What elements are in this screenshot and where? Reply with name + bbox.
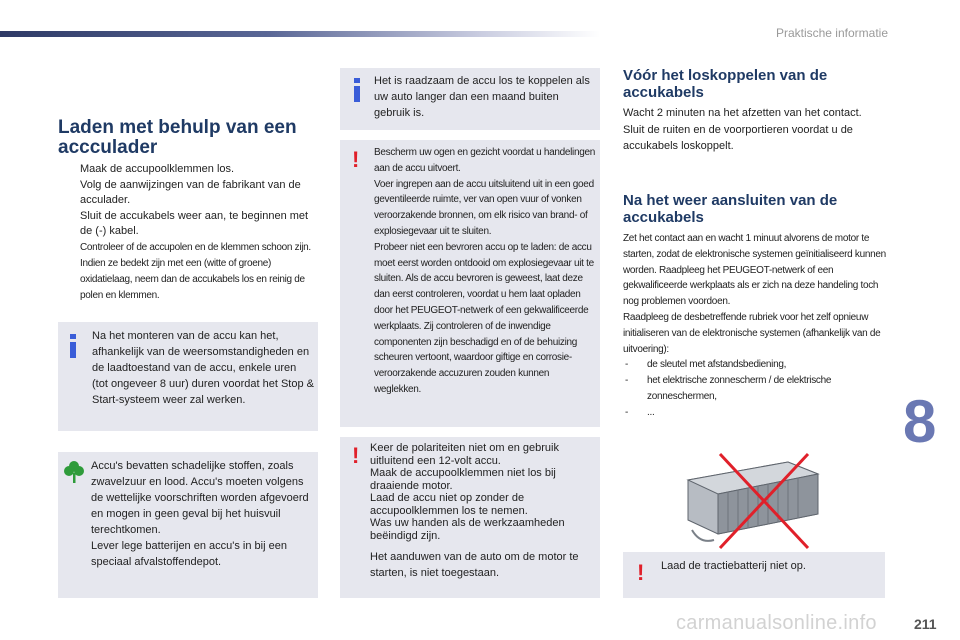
info-icon bbox=[70, 334, 76, 358]
step-item: Sluit de accukabels weer aan, te beginnen met de (-) kabel. bbox=[80, 209, 309, 237]
warning-box-text: Laad de tractiebatterij niet op. bbox=[661, 560, 806, 572]
warning-box-text: Keer de polariteiten niet om en gebruik uitluitend een 12-volt accu. Maak de accupoolklemmen niet los bij draaiende motor. Laad de accu niet op zonder de accupoolklemmen los te nemen. Was uw handen als de werkzaamheden beëindigd zijn. Het aanduwen van de auto om de motor te starten, is niet toegestaan. bbox=[370, 442, 579, 579]
warning-box-traction bbox=[623, 552, 885, 598]
section-title: Praktische informatie bbox=[775, 26, 888, 40]
eco-box-disposal bbox=[58, 452, 318, 598]
section-heading-reconnect: Na het weer aansluiten van de accukabels bbox=[623, 192, 838, 226]
recycle-tree-icon bbox=[64, 459, 84, 485]
watermark: carmanualsonline.info bbox=[676, 612, 877, 634]
warning-box-text: Bescherm uw ogen en gezicht voordat u handelingen aan de accu uitvoert. Voer ingrepen aan de accu uitsluitend uit in een goed geventileerde ruimte, ver van open vuur of vonken veroorzakende bronnen, om elk risico van brand- of explosiegevaar uit te sluiten. Probeer niet een bevroren accu op te laden: de accu moet eerst worden ontdooid om explosiegevaar uit te sluiten. Als de accu bevroren is geweest, laat deze dan eerst controleren, voordat u hem laat opladen door het PEUGEOT-netwerk of een gekwalificeerde werkplaats. Zij controleren of de inwendige componenten zijn beschadigd en of de behuizing scheuren vertoont, waardoor giftige en corrosie-veroorzakende accuzuren zouden kunnen weglekken. bbox=[374, 147, 596, 395]
page-number: 211 bbox=[914, 616, 937, 632]
warning-icon: ! bbox=[352, 147, 360, 172]
disconnect-instructions: Wacht 2 minuten na het afzetten van het contact. Sluit de ruiten en de voorportieren voordat u de accukabels loskoppelt. bbox=[623, 107, 862, 152]
reinit-list bbox=[623, 357, 888, 421]
charging-steps bbox=[58, 162, 320, 304]
eco-box-text: Accu's bevatten schadelijke stoffen, zoals zwavelzuur en lood. Accu's moeten volgens de wettelijke voorschriften worden afgevoerd en mogen in geen geval bij het huisvuil terechtkomen. Lever lege batterijen en accu's in bij een speciaal afvalstoffendepot. bbox=[91, 460, 309, 568]
traction-battery-illustration bbox=[680, 452, 830, 550]
info-icon bbox=[354, 78, 360, 102]
header-color-bar bbox=[0, 31, 600, 37]
reconnect-instructions: Zet het contact aan en wacht 1 minuut alvorens de motor te starten, zodat de elektronische systemen geïnitialiseerd kunnen worden. Raadpleeg het PEUGEOT-netwerk of een gekwalificeerde werkplaats als er zich na deze handeling toch nog problemen voordoen. Raadpleeg de desbetreffende rubriek voor het zelf opnieuw initialiseren van de elektronische systemen (afhankelijk van de uitvoering): - de sleutel met afstandsbediening, - het elektrische zonnescherm / de elektrische zonneschermen, - ... bbox=[623, 231, 888, 421]
step-item: Maak de accupoolklemmen los. bbox=[80, 163, 235, 175]
warning-icon: ! bbox=[637, 560, 645, 585]
warning-icon: ! bbox=[352, 443, 360, 468]
list-item: - ... bbox=[625, 407, 655, 419]
page-title: Laden met behulp van een accculader bbox=[58, 117, 297, 158]
step-item: Controleer of de accupolen en de klemmen schoon zijn. Indien ze bedekt zijn met een (witte of groene) oxidatielaag, neem dan de accukabels los en reinig de polen en klemmen. bbox=[80, 241, 311, 301]
chapter-number: 8 bbox=[903, 388, 937, 455]
warning-box-polarity bbox=[340, 437, 600, 598]
list-item: - de sleutel met afstandsbediening, bbox=[625, 359, 787, 371]
step-item: Volg de aanwijzingen van de fabrikant van de acculader. bbox=[80, 178, 301, 206]
list-item: - het elektrische zonnescherm / de elektrische zonneschermen, bbox=[625, 375, 832, 403]
warning-box-safety bbox=[340, 140, 600, 427]
info-box-text: Het is raadzaam de accu los te koppelen als uw auto langer dan een maand buiten gebruik is. bbox=[374, 75, 590, 119]
info-box-text: Na het monteren van de accu kan het, afhankelijk van de weersomstandigheden en de laadtoestand van de accu, enkele uren (tot ongeveer 8 uur) duren voordat het Stop & Start-systeem weer zal werken. bbox=[92, 330, 314, 406]
info-box-disconnect bbox=[340, 68, 600, 130]
section-heading-disconnect: Vóór het loskoppelen van de accukabels bbox=[623, 67, 828, 101]
info-box-restart bbox=[58, 322, 318, 431]
